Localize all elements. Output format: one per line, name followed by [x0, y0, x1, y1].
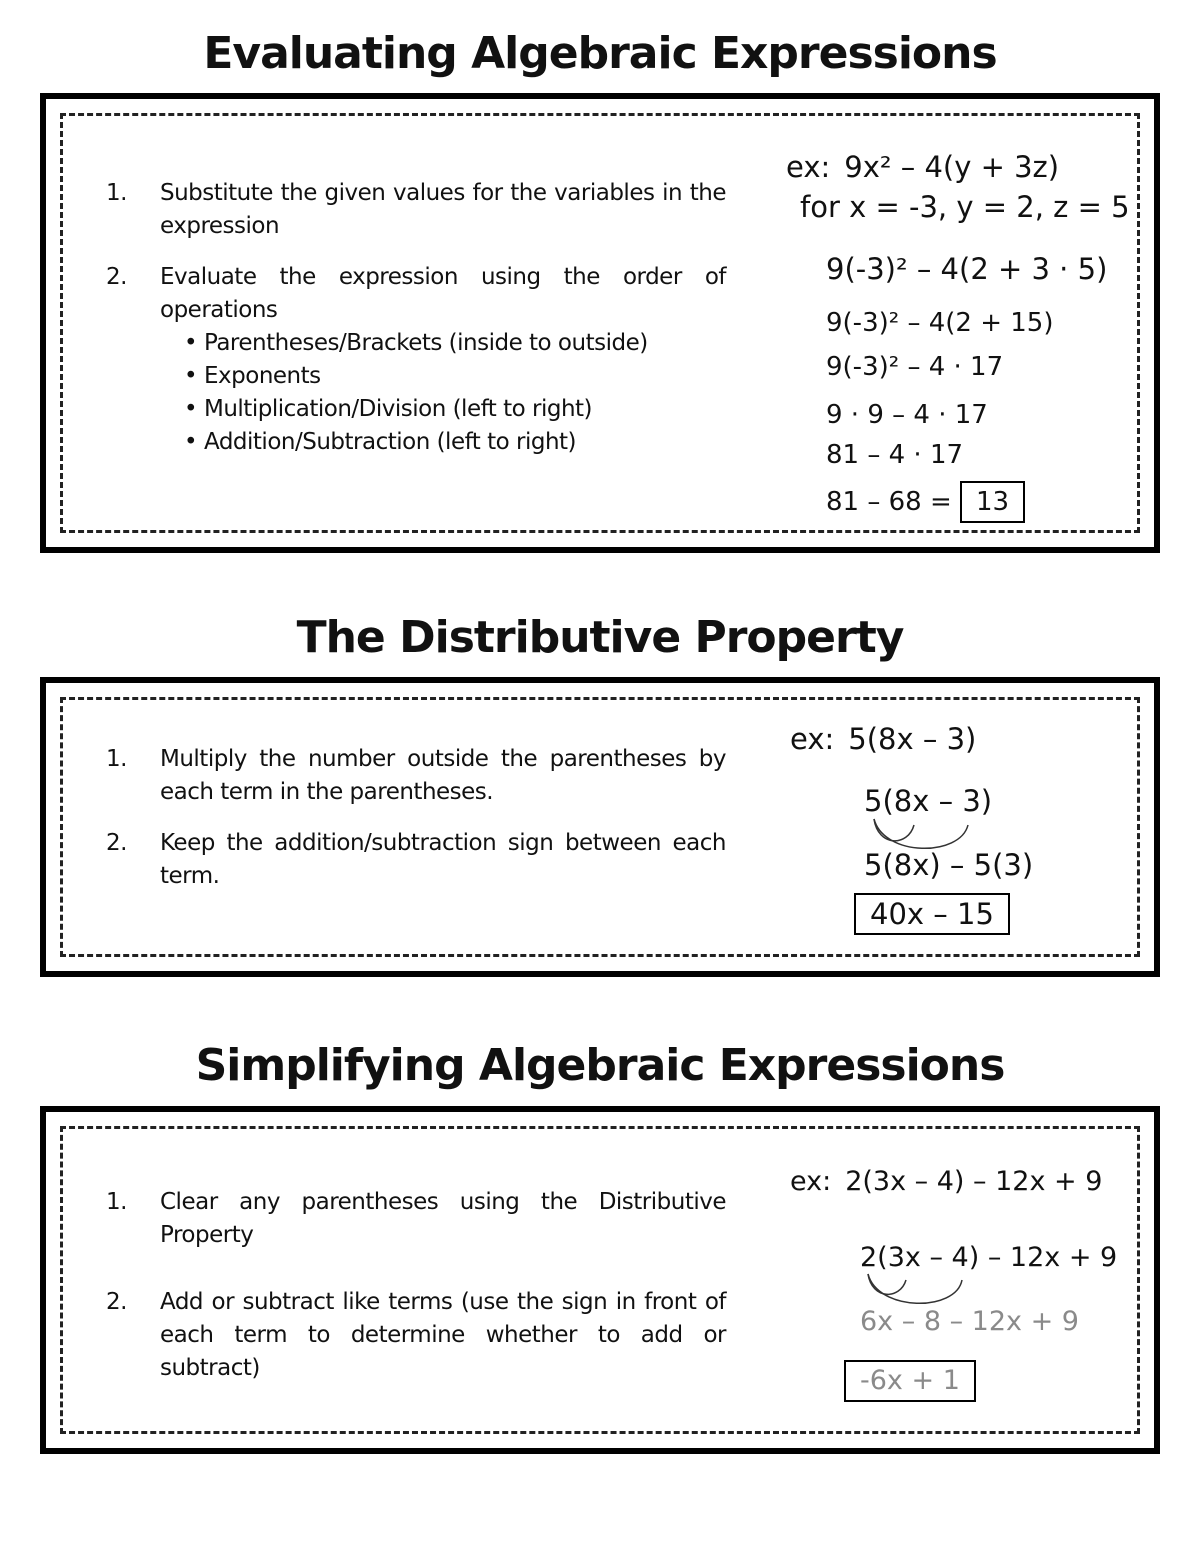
step-text: Add or subtract like terms (use the sign in front of each term to determine whether to add or subtract): [160, 1289, 726, 1381]
evaluating-steps: [106, 177, 726, 477]
step-number: 1.: [106, 1189, 127, 1215]
step-text: Evaluate the expression using the order of operations: [160, 264, 726, 323]
answer-box: -6x + 1: [844, 1360, 976, 1402]
step-text: Clear any parentheses using the Distributive Property: [160, 1189, 726, 1248]
final-line: [854, 893, 1010, 935]
work-line: 9(-3)² – 4 · 17: [826, 352, 1004, 382]
evaluating-box: [40, 93, 1160, 553]
step-2: [106, 1286, 726, 1385]
step-1: [106, 743, 726, 809]
example-header: ex: 2(3x – 4) – 12x + 9: [790, 1166, 1103, 1197]
bullet-item: • Parentheses/Brackets (inside to outside): [184, 330, 648, 356]
step-2: [106, 827, 726, 893]
distributive-box: [40, 677, 1160, 977]
example-header: ex: 5(8x – 3): [790, 722, 977, 756]
bullet-item: • Addition/Subtraction (left to right): [184, 429, 577, 455]
step-number: 2.: [106, 1289, 127, 1315]
bullet-item: • Exponents: [184, 363, 321, 389]
step-text: Substitute the given values for the variables in the expression: [160, 180, 726, 239]
step-number: 1.: [106, 180, 127, 206]
simplifying-example: [790, 1164, 1136, 1444]
final-line: 81 – 68 = 13: [826, 481, 1025, 523]
order-of-operations-list: [160, 327, 726, 459]
step-body: [160, 261, 726, 459]
step-number: 1.: [106, 746, 127, 772]
section-title-simplifying: Simplifying Algebraic Expressions: [195, 1040, 1005, 1091]
simplifying-box: [40, 1106, 1160, 1454]
work-line: 5(8x) – 5(3): [864, 848, 1034, 882]
work-line: 9(-3)² – 4(2 + 3 · 5): [826, 252, 1108, 286]
distributive-example: [790, 721, 1130, 961]
bullet-item: • Multiplication/Division (left to right): [184, 396, 593, 422]
final-line: [844, 1360, 976, 1402]
step-text: Keep the addition/subtraction sign between each term.: [160, 830, 726, 889]
step-number: 2.: [106, 264, 127, 290]
work-line: 9 · 9 – 4 · 17: [826, 400, 988, 430]
example-condition: for x = -3, y = 2, z = 5: [800, 190, 1130, 224]
step-1: [106, 1186, 726, 1252]
answer-box: 13: [960, 481, 1025, 523]
step-text: Multiply the number outside the parentheses by each term in the parentheses.: [160, 746, 726, 805]
answer-box: 40x – 15: [854, 893, 1010, 935]
distributive-steps: [106, 743, 726, 911]
work-line: 2(3x – 4) – 12x + 9: [860, 1242, 1118, 1273]
step-number: 2.: [106, 830, 127, 856]
simplifying-steps: [106, 1186, 726, 1403]
work-line: 81 – 4 · 17: [826, 440, 964, 470]
section-title-distributive: The Distributive Property: [296, 612, 904, 663]
example-header: ex: 9x² – 4(y + 3z): [786, 150, 1060, 184]
work-line: 6x – 8 – 12x + 9: [860, 1306, 1079, 1337]
evaluating-example: [786, 149, 1136, 529]
step-1: [106, 177, 726, 243]
step-2: [106, 261, 726, 459]
section-title-evaluating: Evaluating Algebraic Expressions: [203, 28, 997, 79]
work-line: 5(8x – 3): [864, 784, 993, 818]
work-line: 9(-3)² – 4(2 + 15): [826, 308, 1054, 338]
